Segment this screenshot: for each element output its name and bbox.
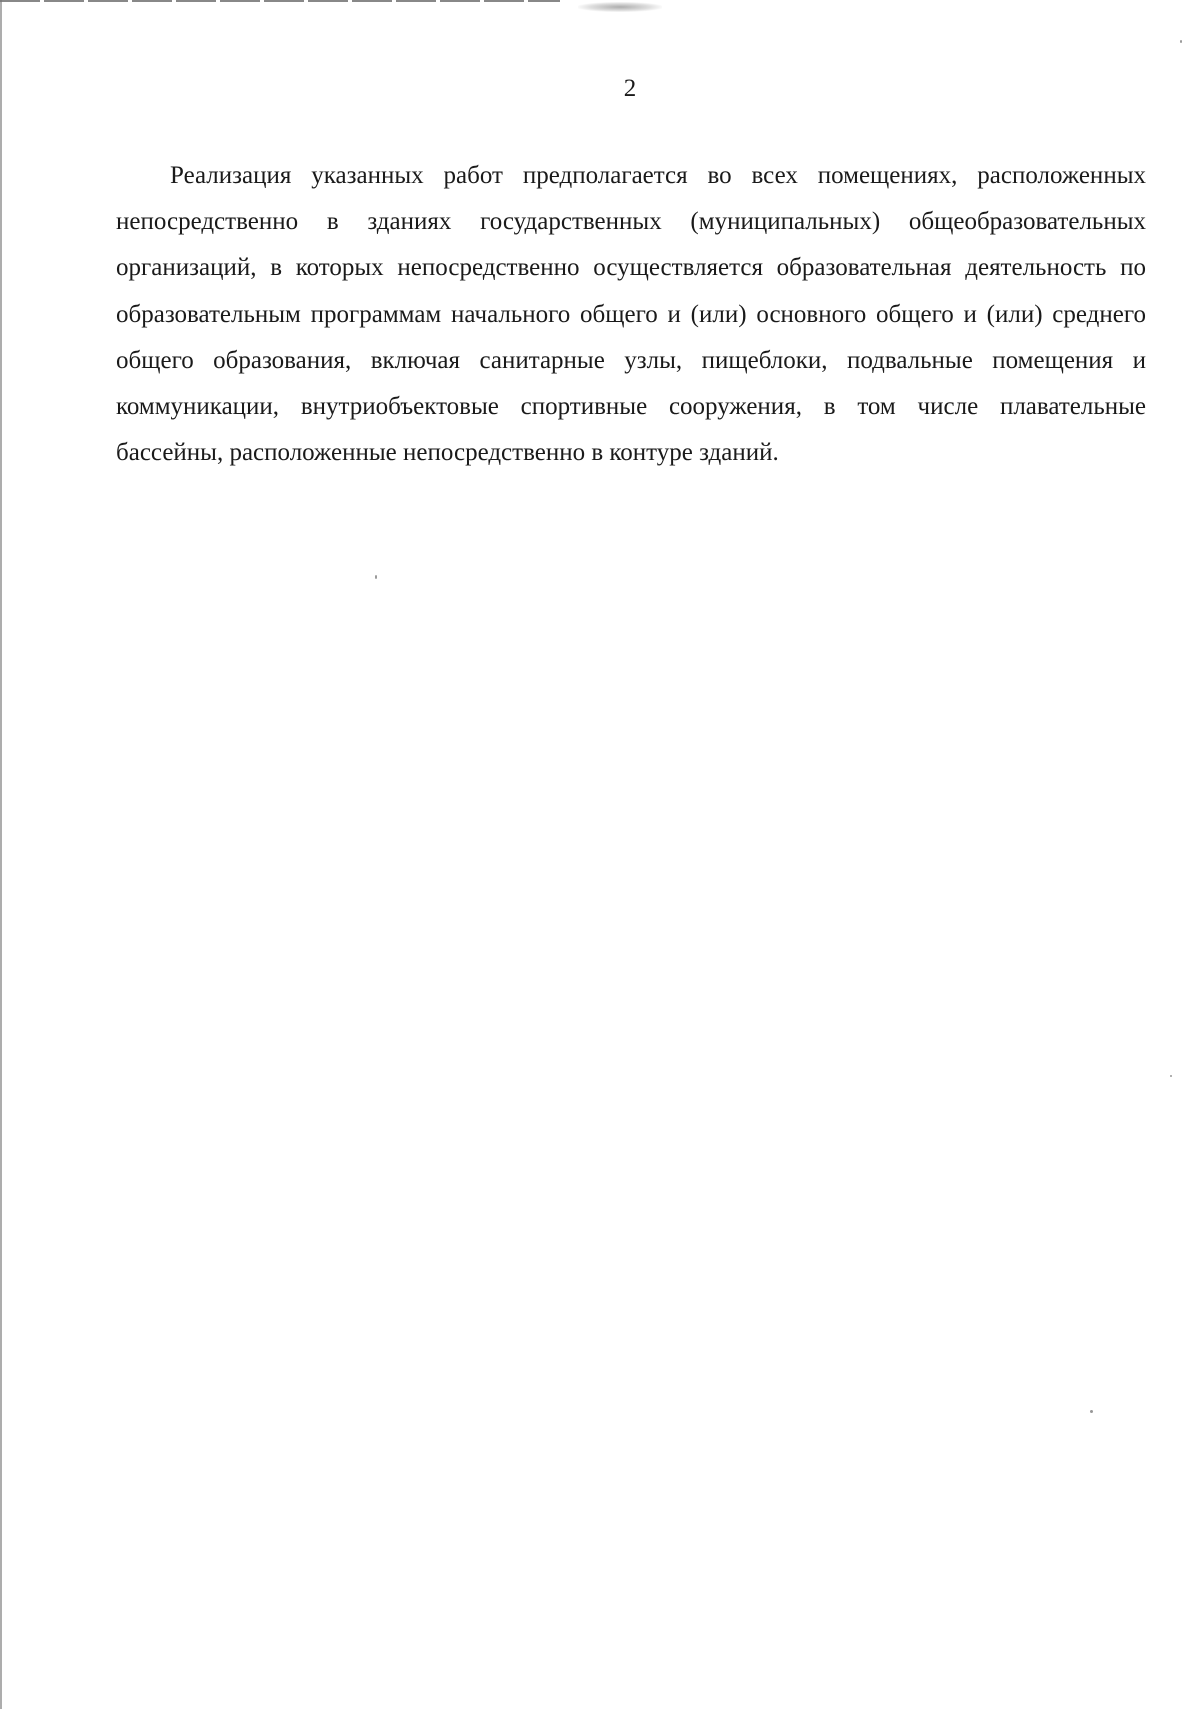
scan-speck xyxy=(375,575,377,579)
scan-speck xyxy=(1090,1410,1093,1413)
scan-artifact-top-line xyxy=(0,0,560,2)
scan-artifact-smudge xyxy=(578,2,662,12)
body-paragraph: Реализация указанных работ предполагается во всех помещениях, расположенных непосредственно в зданиях государственных (муниципальных) общеобразовательных организаций, в которых непосредственно осуществляется образовательная деятельность по образовательным программам начального общего и (или) основного общего и (или) среднего общего образования, включая санитарные узлы, пищеблоки, подвальные помещения и коммуникации, внутриобъектовые спортивные сооружения, в том числе плавательные бассейны, расположенные непосредственно в контуре зданий. xyxy=(116,162,1146,467)
scan-artifact-left-edge xyxy=(0,0,2,1709)
page-number: 2 xyxy=(623,75,637,102)
scan-speck xyxy=(1170,1075,1172,1077)
scan-speck xyxy=(1180,40,1182,43)
